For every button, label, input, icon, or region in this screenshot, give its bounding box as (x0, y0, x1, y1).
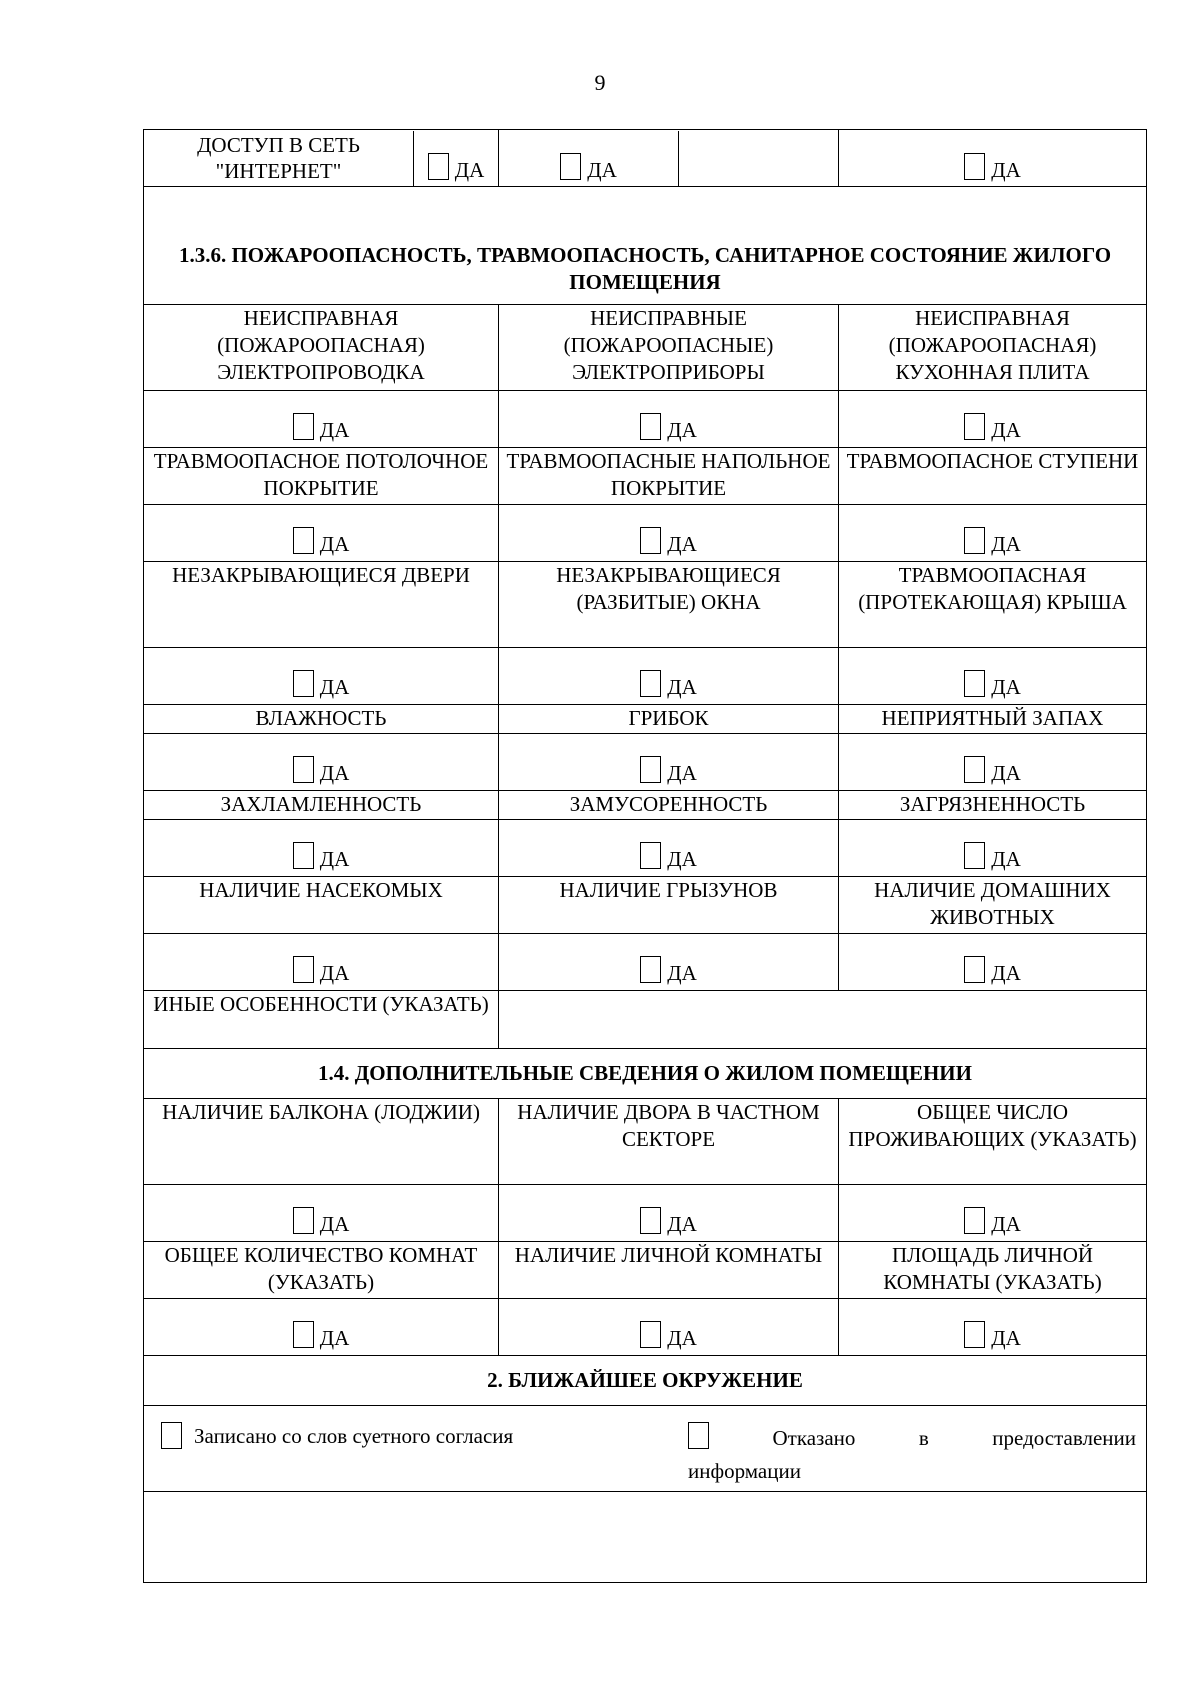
internet-option-3[interactable]: ДА (839, 130, 1147, 187)
yes-checkbox-group[interactable] (964, 527, 1021, 557)
criterion-label: НЕЗАКРЫВАЮЩИЕСЯ ДВЕРИ (144, 562, 499, 648)
checkbox[interactable] (640, 670, 661, 697)
criterion-label: НЕПРИЯТНЫЙ ЗАПАХ (839, 705, 1147, 734)
checkbox[interactable] (293, 756, 314, 783)
yes-checkbox-group[interactable] (293, 670, 350, 700)
consent-refused-line-2: информации (688, 1459, 801, 1483)
section-14-title: 1.4. ДОПОЛНИТЕЛЬНЫЕ СВЕДЕНИЯ О ЖИЛОМ ПОМЕЩЕНИИ (144, 1049, 1147, 1099)
criterion-label: ТРАВМООПАСНОЕ СТУПЕНИ (839, 448, 1147, 505)
yes-checkbox-group[interactable] (640, 527, 697, 557)
yes-label: ДА (319, 847, 350, 871)
yes-label: ДА (667, 675, 697, 699)
checkbox[interactable] (964, 413, 985, 440)
checkbox[interactable] (560, 153, 581, 180)
checkbox[interactable] (964, 527, 985, 554)
yes-option[interactable] (499, 934, 839, 991)
page-number: 9 (594, 70, 606, 95)
yes-option[interactable] (839, 505, 1147, 562)
criteria-check-row-4 (144, 820, 1147, 877)
consent-refused-word-3: предоставлении (992, 1426, 1136, 1450)
yes-option[interactable] (839, 648, 1147, 705)
yes-label: ДА (991, 761, 1021, 785)
yes-option[interactable] (839, 1185, 1147, 1242)
checkbox[interactable] (964, 153, 985, 180)
yes-label: ДА (319, 1326, 350, 1350)
yes-checkbox-group[interactable] (640, 670, 697, 700)
yes-checkbox-group[interactable] (964, 1207, 1021, 1237)
yes-label: ДА (319, 418, 350, 442)
criterion-label: НАЛИЧИЕ НАСЕКОМЫХ (144, 877, 499, 934)
yes-checkbox-group[interactable] (640, 956, 697, 986)
checkbox[interactable] (640, 1321, 661, 1348)
internet-label-text: ДОСТУП В СЕТЬ "ИНТЕРНЕТ" (144, 131, 414, 186)
internet-option-2[interactable]: ДА (499, 130, 839, 187)
yes-option[interactable] (144, 934, 499, 991)
yes-label: ДА (667, 1212, 697, 1236)
other-features-field[interactable] (499, 991, 1147, 1049)
criterion-label: ТРАВМООПАСНОЕ ПОТОЛОЧНОЕ ПОКРЫТИЕ (144, 448, 499, 505)
criterion-label: ЗАХЛАМЛЕННОСТЬ (144, 791, 499, 820)
yes-checkbox-group[interactable] (964, 1321, 1021, 1351)
additional-row-0 (144, 1099, 1147, 1185)
yes-checkbox-group[interactable] (964, 670, 1021, 700)
consent-refused-word-2: в (918, 1426, 929, 1450)
checkbox[interactable] (964, 842, 985, 869)
yes-option[interactable] (144, 648, 499, 705)
criterion-label: ПЛОЩАДЬ ЛИЧНОЙ КОМНАТЫ (УКАЗАТЬ) (839, 1242, 1147, 1299)
yes-label: ДА (319, 675, 350, 699)
section-2-title: 2. БЛИЖАЙШЕЕ ОКРУЖЕНИЕ (144, 1356, 1147, 1406)
yes-checkbox-group[interactable] (293, 756, 350, 786)
additional-check-row-0 (144, 1185, 1147, 1242)
yes-checkbox-group[interactable] (964, 413, 1021, 443)
yes-checkbox-group[interactable] (293, 1321, 350, 1351)
criterion-label: НАЛИЧИЕ ДОМАШНИХ ЖИВОТНЫХ (839, 877, 1147, 934)
criterion-label: НАЛИЧИЕ БАЛКОНА (ЛОДЖИИ) (144, 1099, 499, 1185)
criterion-label: НЕИСПРАВНАЯ (ПОЖАРООПАСНАЯ) ЭЛЕКТРОПРОВОДКА (144, 305, 499, 391)
yes-checkbox-group[interactable] (293, 842, 350, 872)
yes-label: ДА (991, 1212, 1021, 1236)
criterion-label: НАЛИЧИЕ ЛИЧНОЙ КОМНАТЫ (499, 1242, 839, 1299)
checkbox[interactable] (640, 527, 661, 554)
criteria-row-5 (144, 877, 1147, 934)
yes-checkbox-group[interactable] (293, 1207, 350, 1237)
yes-checkbox-group[interactable] (640, 756, 697, 786)
checkbox[interactable] (428, 153, 449, 180)
criterion-label: ВЛАЖНОСТЬ (144, 705, 499, 734)
yes-option[interactable] (144, 1185, 499, 1242)
criteria-row-3 (144, 705, 1147, 734)
criteria-check-row-1 (144, 505, 1147, 562)
yes-label: ДА (667, 418, 697, 442)
criterion-label: НАЛИЧИЕ ДВОРА В ЧАСТНОМ СЕКТОРЕ (499, 1099, 839, 1185)
checkbox[interactable] (964, 1321, 985, 1348)
yes-label: ДА (667, 761, 697, 785)
checkbox[interactable] (964, 956, 985, 983)
yes-label: ДА (667, 961, 697, 985)
checkbox[interactable] (293, 527, 314, 554)
yes-label: ДА (319, 961, 350, 985)
yes-option[interactable] (839, 1299, 1147, 1356)
checkbox[interactable] (293, 842, 314, 869)
yes-option[interactable] (144, 391, 499, 448)
yes-option[interactable] (499, 505, 839, 562)
consent-recorded-label: Записано со слов суетного согласия (194, 1424, 514, 1448)
yes-label: ДА (991, 418, 1021, 442)
checkbox[interactable] (293, 956, 314, 983)
yes-checkbox-group[interactable] (293, 413, 350, 443)
additional-row-1 (144, 1242, 1147, 1299)
checkbox[interactable] (640, 956, 661, 983)
consent-refused-option[interactable] (688, 1422, 1136, 1488)
yes-label: ДА (667, 1326, 697, 1350)
criteria-row-2 (144, 562, 1147, 648)
yes-option[interactable] (839, 391, 1147, 448)
checkbox[interactable] (964, 1207, 985, 1234)
yes-checkbox-group[interactable] (640, 1321, 697, 1351)
criteria-check-row-3 (144, 734, 1147, 791)
internet-label (144, 130, 499, 187)
consent-refused-word-1: Отказано (772, 1426, 856, 1450)
checkbox[interactable] (640, 842, 661, 869)
checkbox[interactable] (964, 670, 985, 697)
section-136-title: 1.3.6. ПОЖАРООПАСНОСТЬ, ТРАВМООПАСНОСТЬ, САНИТАРНОЕ СОСТОЯНИЕ ЖИЛОГО ПОМЕЩЕНИЯ (144, 187, 1147, 305)
criterion-label: ОБЩЕЕ ЧИСЛО ПРОЖИВАЮЩИХ (УКАЗАТЬ) (839, 1099, 1147, 1185)
checkbox[interactable] (293, 670, 314, 697)
yes-option[interactable] (144, 505, 499, 562)
internet-option-1[interactable]: ДА (414, 131, 498, 186)
criterion-label: НЕИСПРАВНАЯ (ПОЖАРООПАСНАЯ) КУХОННАЯ ПЛИТА (839, 305, 1147, 391)
criteria-row-4 (144, 791, 1147, 820)
other-features-row (144, 991, 1147, 1049)
yes-label: ДА (319, 532, 350, 556)
consent-cell (144, 1406, 1147, 1492)
checkbox[interactable] (161, 1422, 182, 1449)
criterion-label: ТРАВМООПАСНЫЕ НАПОЛЬНОЕ ПОКРЫТИЕ (499, 448, 839, 505)
yes-option[interactable] (499, 1299, 839, 1356)
yes-option[interactable] (499, 648, 839, 705)
criteria-check-row-2 (144, 648, 1147, 705)
yes-option[interactable] (499, 734, 839, 791)
checkbox[interactable] (640, 1207, 661, 1234)
yes-checkbox-group[interactable] (293, 527, 350, 557)
section-2-header-row (144, 1356, 1147, 1406)
yes-option[interactable] (144, 1299, 499, 1356)
yes-checkbox-group[interactable] (640, 842, 697, 872)
yes-option[interactable] (144, 820, 499, 877)
criteria-check-row-5 (144, 934, 1147, 991)
yes-label: ДА (667, 847, 697, 871)
yes-checkbox-group[interactable] (640, 1207, 697, 1237)
yes-checkbox-group[interactable] (964, 842, 1021, 872)
yes-option[interactable] (839, 820, 1147, 877)
consent-row (144, 1406, 1147, 1492)
yes-label: ДА (319, 761, 350, 785)
section-14-header-row (144, 1049, 1147, 1099)
yes-option[interactable] (839, 934, 1147, 991)
checkbox[interactable] (640, 756, 661, 783)
yes-checkbox-group[interactable] (964, 956, 1021, 986)
checkbox[interactable] (293, 1321, 314, 1348)
criteria-row-1 (144, 448, 1147, 505)
notes-row (144, 1492, 1147, 1583)
criterion-label: НАЛИЧИЕ ГРЫЗУНОВ (499, 877, 839, 934)
criteria-check-row-0 (144, 391, 1147, 448)
checkbox[interactable] (964, 756, 985, 783)
checkbox[interactable] (640, 413, 661, 440)
criterion-label: ЗАМУСОРЕННОСТЬ (499, 791, 839, 820)
yes-option[interactable] (499, 1185, 839, 1242)
yes-option[interactable] (144, 734, 499, 791)
criterion-label: ГРИБОК (499, 705, 839, 734)
yes-option[interactable] (839, 734, 1147, 791)
yes-label: ДА (991, 532, 1021, 556)
additional-check-row-1 (144, 1299, 1147, 1356)
criteria-row-0 (144, 305, 1147, 391)
checkbox[interactable] (293, 1207, 314, 1234)
yes-option[interactable] (499, 820, 839, 877)
criterion-label: НЕЗАКРЫВАЮЩИЕСЯ (РАЗБИТЫЕ) ОКНА (499, 562, 839, 648)
consent-recorded-option[interactable] (161, 1422, 513, 1450)
other-features-label: ИНЫЕ ОСОБЕННОСТИ (УКАЗАТЬ) (144, 991, 499, 1049)
survey-form-table (143, 129, 1147, 1583)
yes-label: ДА (991, 1326, 1021, 1350)
criterion-label: ОБЩЕЕ КОЛИЧЕСТВО КОМНАТ (УКАЗАТЬ) (144, 1242, 499, 1299)
yes-option[interactable] (499, 391, 839, 448)
yes-checkbox-group[interactable] (293, 956, 350, 986)
checkbox[interactable] (688, 1422, 709, 1449)
criterion-label: НЕИСПРАВНЫЕ (ПОЖАРООПАСНЫЕ) ЭЛЕКТРОПРИБОРЫ (499, 305, 839, 391)
internet-row (144, 130, 1147, 187)
checkbox[interactable] (293, 413, 314, 440)
yes-checkbox-group[interactable] (640, 413, 697, 443)
notes-field[interactable] (144, 1492, 1147, 1583)
criterion-label: ТРАВМООПАСНАЯ (ПРОТЕКАЮЩАЯ) КРЫША (839, 562, 1147, 648)
yes-checkbox-group[interactable] (964, 756, 1021, 786)
yes-label: ДА (991, 847, 1021, 871)
criterion-label: ЗАГРЯЗНЕННОСТЬ (839, 791, 1147, 820)
yes-label: ДА (319, 1212, 350, 1236)
yes-label: ДА (991, 961, 1021, 985)
yes-label: ДА (991, 675, 1021, 699)
yes-label: ДА (667, 532, 697, 556)
section-136-header-row (144, 187, 1147, 305)
